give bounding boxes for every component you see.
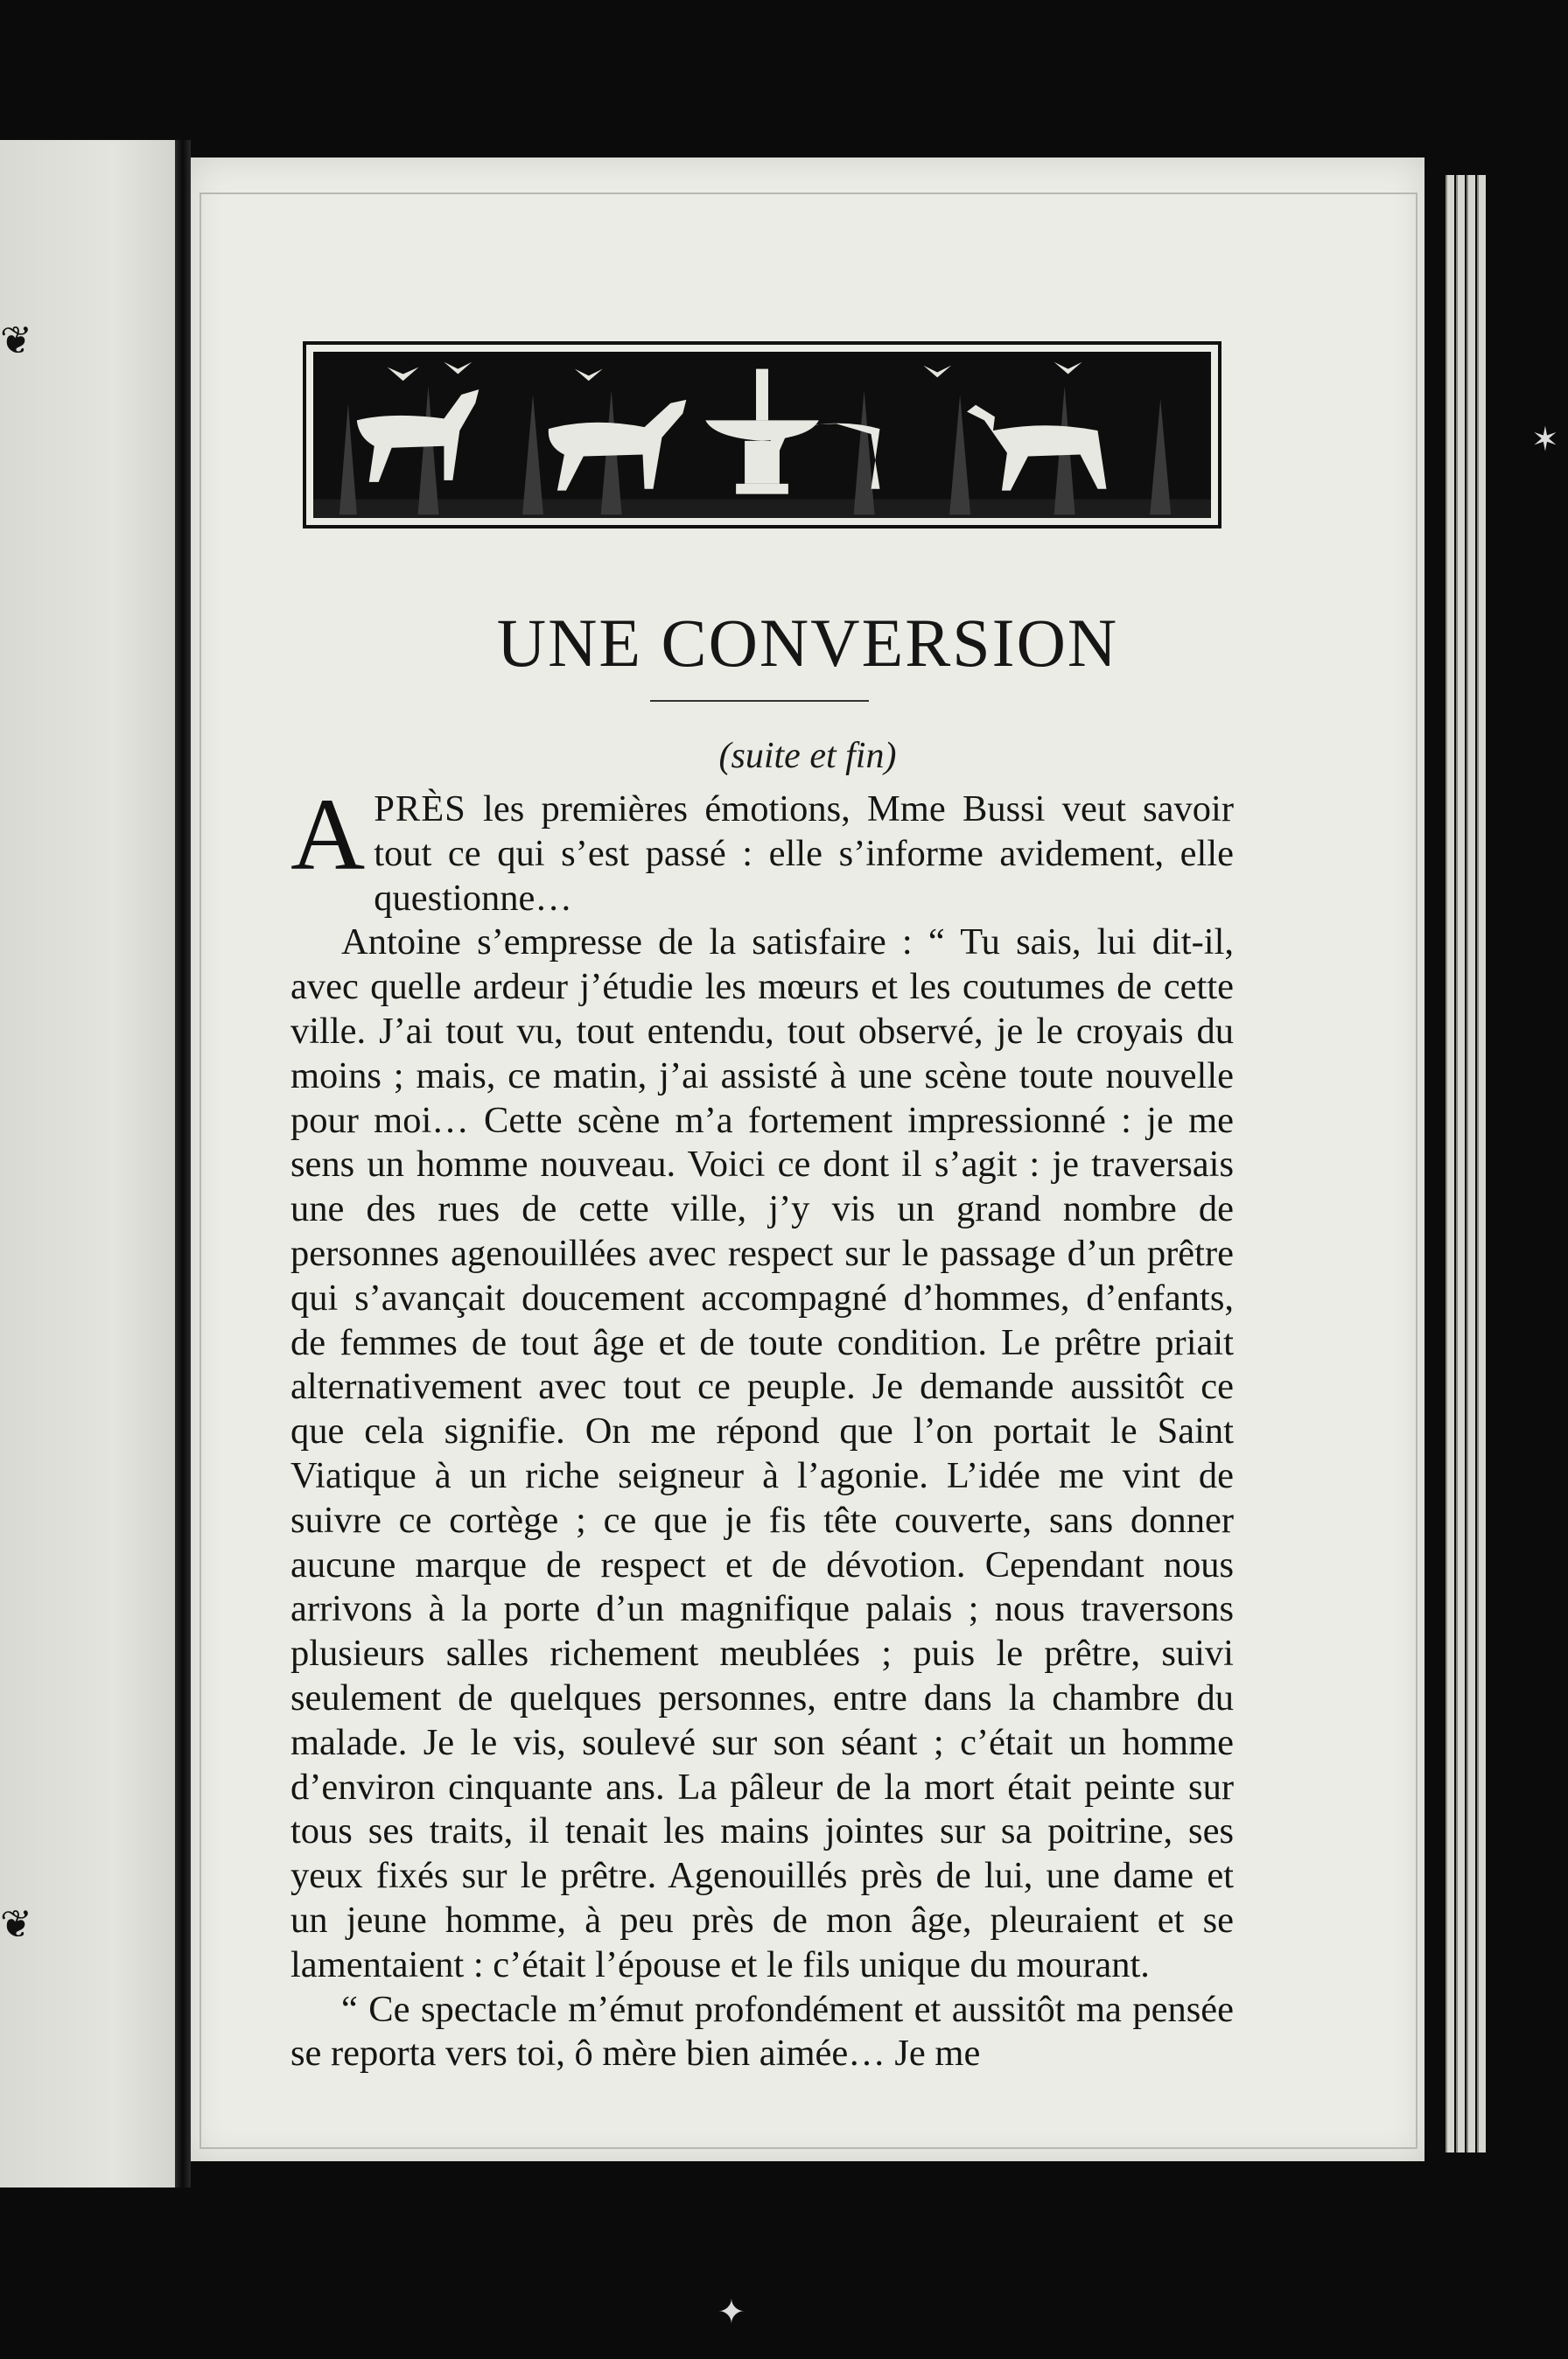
page-stack-edge: [1446, 175, 1498, 2152]
dust-speck: ✶: [1531, 422, 1559, 458]
dust-speck: ✦: [718, 2294, 746, 2331]
vine-ornament-icon: ❦: [0, 319, 32, 362]
first-paragraph: [290, 777, 1234, 920]
drop-cap: A: [290, 777, 366, 892]
article-body: [290, 777, 1234, 2076]
paragraph: Antoine s’empresse de la satisfaire : “ Tu sais, lui dit-il, avec quelle ardeur j’étudie les mœurs et les coutumes de cette ville. J’ai tout vu, tout entendu, tout observé, je le croyais du moins ; mais, ce matin, j’ai assisté à une scène toute nouvelle pour moi… Cette scène m’a fortement impressionné : je me sens un homme nouveau. Voici ce dont il s’agit : je traversais une des rues de cette ville, j’y vis un grand nombre de personnes agenouillées avec respect sur le passage d’un prêtre qui s’avançait doucement accompagné d’hommes, d’enfants, de femmes de tout âge et de toute condition. Le prêtre priait alternativement avec tout ce peuple. Je demande aussitôt ce que cela signifie. On me répond que l’on portait le Saint Viatique à un riche seigneur à l’agonie. L’idée me vint de suivre ce cortège ; ce que je fis tête couverte, sans donner aucune marque de respect et de dévotion. Cependant nous arrivons à la porte d’un magnifique palais ; nous traversons plusieurs salles richement meublées ; puis le prêtre, suivi seulement de quelques personnes, entre dans la chambre du malade. Je le vis, soulevé sur son séant ; c’était un homme d’environ cinquante ans. La pâleur de la mort était peinte sur tous ses traits, il tenait les mains jointes sur sa poitrine, ses yeux fixés sur le prêtre. Agenouillés près de lui, une dame et un jeune homme, à peu près de mon âge, pleuraient et se lamentaient : c’était l’épouse et le fils unique du mourant.: [290, 921, 1234, 1985]
book-gutter: [175, 140, 191, 2188]
deer-fountain-frieze-icon: [313, 352, 1211, 518]
previous-page-edge: [0, 140, 191, 2188]
article-title: UNE CONVERSION: [496, 605, 1119, 681]
first-paragraph-text: les premières émotions, Mme Bussi veut savoir tout ce qui s’est passé : elle s’informe avidement, elle questionne…: [374, 788, 1234, 919]
header-illustration: [303, 341, 1222, 528]
title-divider: [650, 700, 869, 702]
article-subtitle: (suite et fin): [718, 736, 897, 776]
book-page: [191, 158, 1424, 2161]
first-word: PRÈS: [374, 788, 466, 830]
paragraph: “ Ce spectacle m’émut profondément et aussitôt ma pensée se reporta vers toi, ô mère bien aimée… Je me: [290, 1988, 1234, 2075]
vine-ornament-icon: ❦: [0, 1903, 32, 1946]
